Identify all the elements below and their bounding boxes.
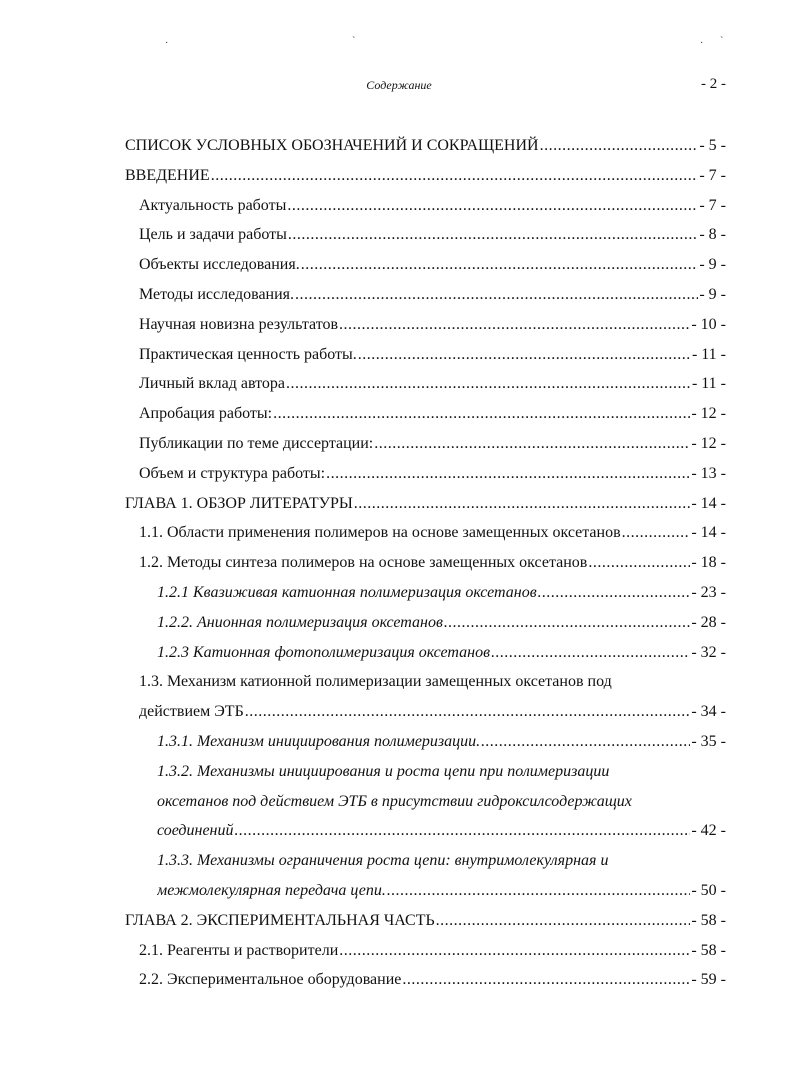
toc-leader-dots: [234, 816, 690, 846]
toc-leader-dots: [491, 638, 690, 668]
toc-page-number: - 9 -: [699, 256, 726, 274]
toc-entry-title: соединений: [157, 822, 234, 840]
toc-entry: [157, 638, 726, 668]
scan-speck: `: [720, 36, 724, 47]
toc-row: [0, 727, 798, 757]
toc-entry-title: ГЛАВА 1. ОБЗОР ЛИТЕРАТУРЫ: [125, 494, 353, 512]
toc-entry: [139, 220, 726, 250]
toc-entry-title: 1.2. Методы синтеза полимеров на основе замещенных оксетанов: [139, 554, 588, 572]
toc-leader-dots: [354, 489, 691, 519]
toc-entry-title: СПИСОК УСЛОВНЫХ ОБОЗНАЧЕНИЙ И СОКРАЩЕНИЙ: [125, 137, 539, 154]
toc-entry: [139, 280, 726, 310]
toc-page-number: - 59 -: [691, 971, 726, 989]
toc-row: [0, 876, 798, 906]
toc-leader-dots: [326, 459, 690, 489]
toc-entry: [139, 191, 726, 221]
toc-entry-title: Практическая ценность работы.: [139, 345, 357, 363]
toc-leader-dots: [538, 578, 691, 608]
toc-page-number: - 9 -: [699, 285, 726, 303]
toc-leader-dots: [481, 727, 690, 757]
toc-leader-dots: [588, 548, 690, 578]
toc-row: [0, 816, 798, 846]
scan-speck: `: [352, 36, 356, 47]
toc-entry-title: Научная новизна результатов: [139, 315, 339, 333]
toc-page-number: - 11 -: [691, 375, 726, 393]
toc-page-number: - 12 -: [691, 405, 726, 423]
toc-leader-dots: [339, 936, 690, 966]
toc-row: [0, 280, 798, 310]
toc-entry-title: 1.1. Области применения полимеров на основе замещенных оксетанов: [139, 524, 621, 542]
toc-page-number: - 7 -: [699, 166, 726, 184]
toc-row: [0, 191, 798, 221]
toc-row: [0, 936, 798, 966]
toc-row: [0, 757, 798, 787]
toc-page-number: - 13 -: [691, 464, 726, 482]
toc-page-number: - 7 -: [699, 196, 726, 214]
toc-entry: [139, 936, 726, 966]
toc-entry: [139, 697, 726, 727]
toc-page-number: - 34 -: [691, 703, 726, 721]
toc-entry-title: 1.2.1 Квазиживая катионная полимеризация оксетанов: [157, 583, 537, 601]
toc-entry-title: Личный вклад автора: [139, 375, 286, 393]
toc-entry: [139, 340, 726, 370]
toc-page-number: - 14 -: [691, 524, 726, 542]
toc-entry-title: Апробация работы:: [139, 405, 273, 423]
toc-leader-dots: [273, 399, 690, 429]
toc-row: [0, 697, 798, 727]
toc-entry-title: ВВЕДЕНИЕ: [125, 166, 210, 184]
toc-row: [0, 250, 798, 280]
toc-page-number: - 32 -: [691, 643, 726, 661]
toc-entry-title: 2.2. Экспериментальное оборудование: [139, 971, 402, 989]
toc-page-number: - 10 -: [691, 315, 726, 333]
toc-entry-title: действием ЭТБ: [139, 703, 244, 721]
toc-page-number: - 11 -: [691, 345, 726, 363]
toc-row: [0, 638, 798, 668]
toc-entry: [157, 816, 726, 846]
toc-entry: [125, 131, 726, 161]
scan-speck: ·: [700, 38, 704, 49]
header-title: Содержание: [366, 78, 432, 92]
toc-row: [0, 459, 798, 489]
toc-row: [0, 369, 798, 399]
toc-row: [0, 399, 798, 429]
toc-entry-title: 1.2.2. Анионная полимеризация оксетанов: [157, 613, 443, 631]
toc-entry: [139, 399, 726, 429]
toc-entry: [125, 161, 726, 191]
toc-entry-title: оксетанов под действием ЭТБ в присутствии гидроксилсодержащих: [157, 792, 632, 810]
toc-row: [0, 310, 798, 340]
toc-entry: [125, 906, 726, 936]
toc-entry-title: Объем и структура работы:: [139, 464, 326, 482]
table-of-contents: [0, 131, 798, 995]
toc-row: [0, 429, 798, 459]
toc-page-number: - 58 -: [691, 911, 726, 929]
toc-row: [0, 578, 798, 608]
toc-entry: [157, 876, 726, 906]
toc-entry: [139, 250, 726, 280]
toc-entry-title: Актуальность работы: [139, 196, 287, 214]
toc-leader-dots: [211, 161, 699, 191]
toc-leader-dots: [286, 369, 691, 399]
toc-entry: [125, 489, 726, 519]
toc-leader-dots: [622, 518, 691, 548]
toc-leader-dots: [402, 965, 690, 995]
toc-entry-title: 1.3.2. Механизмы инициирования и роста цепи при полимеризации: [157, 762, 610, 780]
toc-entry-title: 2.1. Реагенты и растворители: [139, 941, 339, 959]
scan-speck: ·: [165, 38, 169, 49]
toc-leader-dots: [301, 250, 699, 280]
toc-page-number: - 28 -: [691, 613, 726, 631]
toc-leader-dots: [295, 280, 698, 310]
toc-entry: [139, 429, 726, 459]
toc-entry-title: ГЛАВА 2. ЭКСПЕРИМЕНТАЛЬНАЯ ЧАСТЬ: [125, 911, 435, 929]
toc-row: [0, 846, 798, 876]
toc-entry: [157, 727, 726, 757]
toc-page-number: - 50 -: [691, 881, 726, 899]
toc-entry-title: 1.3. Механизм катионной полимеризации замещенных оксетанов под: [139, 673, 612, 691]
toc-page-number: - 8 -: [699, 226, 726, 244]
toc-leader-dots: [288, 220, 698, 250]
toc-entry: [157, 846, 726, 876]
toc-row: [0, 518, 798, 548]
toc-entry-title: 1.3.1. Механизм инициирования полимеризации.: [157, 732, 481, 750]
toc-entry-title: Объекты исследования.: [139, 256, 300, 274]
toc-page-number: - 14 -: [691, 494, 726, 512]
toc-entry-title: 1.2.3 Катионная фотополимеризация оксетанов: [157, 643, 491, 661]
toc-row: [0, 906, 798, 936]
toc-leader-dots: [245, 697, 691, 727]
toc-page-number: - 18 -: [691, 554, 726, 572]
toc-entry: [139, 369, 726, 399]
toc-entry: [157, 787, 726, 817]
toc-leader-dots: [436, 906, 691, 936]
toc-leader-dots: [339, 310, 690, 340]
toc-entry-title: межмолекулярная передача цепи.: [157, 881, 386, 899]
toc-entry: [157, 578, 726, 608]
toc-row: [0, 667, 798, 697]
toc-entry: [139, 310, 726, 340]
toc-entry-title: 1.3.3. Механизмы ограничения роста цепи: внутримолекулярная и: [157, 852, 609, 870]
toc-entry: [139, 667, 726, 697]
toc-entry: [139, 548, 726, 578]
header-page-number: - 2 -: [701, 76, 726, 92]
toc-page-number: - 42 -: [691, 822, 726, 840]
toc-leader-dots: [358, 340, 691, 370]
toc-entry-title: Методы исследования.: [139, 285, 295, 303]
toc-row: [0, 340, 798, 370]
toc-row: [0, 965, 798, 995]
toc-row: [0, 161, 798, 191]
toc-entry-title: Цель и задачи работы: [139, 226, 287, 244]
toc-leader-dots: [444, 608, 690, 638]
toc-leader-dots: [540, 131, 699, 161]
toc-entry: [157, 757, 726, 787]
toc-entry-title: Публикации по теме диссертации:: [139, 434, 374, 452]
toc-leader-dots: [287, 191, 698, 221]
toc-row: [0, 489, 798, 519]
toc-row: [0, 220, 798, 250]
toc-row: [0, 787, 798, 817]
toc-page-number: - 58 -: [691, 941, 726, 959]
toc-page-number: - 12 -: [691, 434, 726, 452]
toc-row: [0, 608, 798, 638]
toc-leader-dots: [374, 429, 690, 459]
toc-page-number: - 5 -: [699, 137, 726, 154]
toc-row: [0, 131, 798, 161]
toc-entry: [139, 518, 726, 548]
toc-leader-dots: [387, 876, 690, 906]
toc-page-number: - 35 -: [691, 732, 726, 750]
toc-row: [0, 548, 798, 578]
toc-page-number: - 23 -: [691, 583, 726, 601]
toc-entry: [139, 459, 726, 489]
toc-entry: [139, 965, 726, 995]
toc-entry: [157, 608, 726, 638]
